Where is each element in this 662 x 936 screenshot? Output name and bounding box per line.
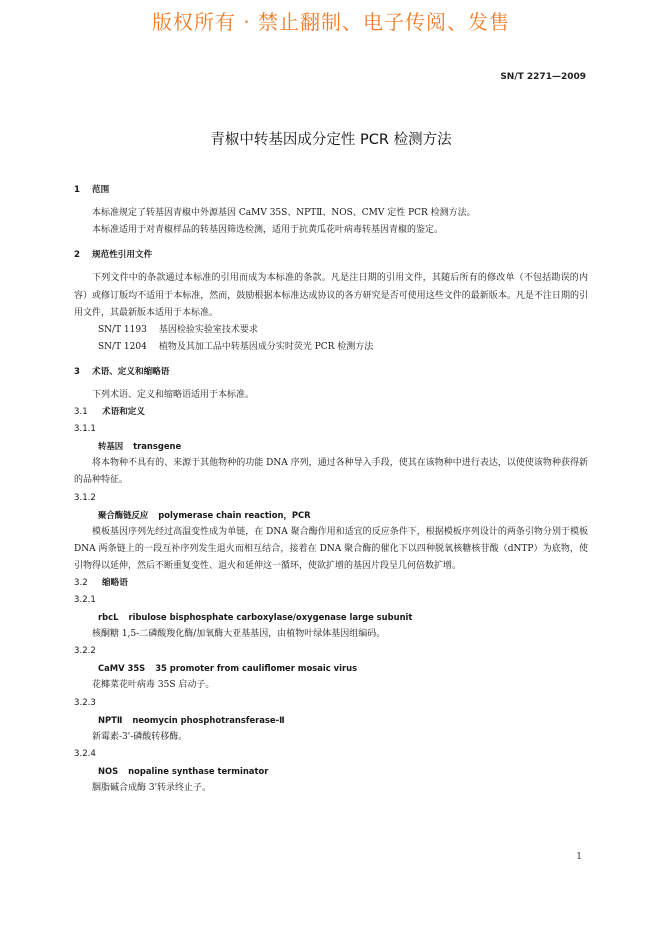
- abbreviation-definition: 新霉素-3'-磷酸转移酶。: [92, 731, 188, 742]
- abbreviation-heading: NPTⅡ neomycin phosphotransferase-Ⅱ: [98, 714, 285, 725]
- copyright-watermark: 版权所有 · 禁止翻制、电子传阅、发售: [151, 10, 511, 34]
- reference-item: SN/T 1193 基因检验实验室技术要求: [98, 325, 258, 336]
- clause-number: 3.2.1: [74, 595, 96, 606]
- abbreviation-definition: 核酮糖 1,5-二磷酸羧化酶/加氧酶大亚基基因，由植物叶绿体基因组编码。: [92, 629, 386, 640]
- section-1-heading: 1 范围: [74, 185, 110, 195]
- term-heading: 聚合酶链反应 polymerase chain reaction，PCR: [98, 509, 311, 520]
- terms-intro: 下列术语、定义和缩略语适用于本标准。: [92, 390, 255, 401]
- abbreviation-definition: 胭脂碱合成酶 3'转录终止子。: [92, 782, 212, 793]
- page-number: 1: [576, 852, 582, 862]
- reference-item: SN/T 1204 植物及其加工品中转基因成分实时荧光 PCR 检测方法: [98, 342, 374, 353]
- document-body: [74, 182, 588, 797]
- subsection-3-2-heading: 3.2 缩略语: [74, 578, 128, 589]
- abbreviation-heading: rbcL ribulose bisphosphate carboxylase/oxygenase large subunit: [98, 612, 413, 623]
- document-title: 青椒中转基因成分定性 PCR 检测方法: [210, 132, 452, 148]
- abbreviation-heading: CaMV 35S 35 promoter from cauliflomer mosaic virus: [98, 663, 358, 674]
- scope-paragraph-1: 本标准规定了转基因青椒中外源基因 CaMV 35S、NPTⅡ、NOS、CMV 定性 PCR 检测方法。: [92, 208, 476, 218]
- term-heading: 转基因 transgene: [98, 441, 182, 452]
- abbreviation-heading: NOS nopaline synthase terminator: [98, 765, 269, 776]
- scope-paragraph-2: 本标准适用于对青椒样品的转基因筛选检测，适用于抗黄瓜花叶病毒转基因青椒的鉴定。: [92, 225, 444, 236]
- section-2-heading: 2 规范性引用文件: [74, 250, 153, 261]
- clause-number: 3.1.1: [74, 424, 96, 435]
- normative-references-paragraph: 下列文件中的条款通过本标准的引用而成为本标准的条款。凡是注日期的引用文件，其随后所有的修改单（不包括勘误的内容）或修订版均不适用于本标准，然而，鼓励根据本标准达成协议的各方研究是否可使用这些文件的最新版本。凡是不注日期的引用文件，其最新版本适用于本标准。: [74, 273, 588, 318]
- abbreviation-definition: 花椰菜花叶病毒 35S 启动子。: [92, 680, 215, 691]
- clause-number: 3.2.4: [74, 748, 96, 759]
- standard-number: SN/T 2271—2009: [500, 72, 586, 82]
- clause-number: 3.2.2: [74, 646, 96, 657]
- subsection-3-1-heading: 3.1 术语和定义: [74, 407, 145, 418]
- clause-number: 3.2.3: [74, 697, 96, 708]
- term-definition: 将本物种不具有的、来源于其他物种的功能 DNA 序列，通过各种导入手段，使其在该物种中进行表达，以使使该物种获得新的品种特征。: [74, 458, 588, 486]
- term-definition: 模板基因序列先经过高温变性成为单链，在 DNA 聚合酶作用和适宜的反应条件下，根据模板序列设计的两条引物分别于模板 DNA 两条链上的一段互补序列发生退火而相互结合，接着在 DNA 聚合酶的催化下以四种脱氧核糖核苷酸（dNTP）为底物，使引物得以延伸，然后不断重复变性、退火和延伸这一循环，使欲扩增的基因片段呈几何倍数扩增。: [74, 526, 588, 572]
- clause-number: 3.1.2: [74, 492, 96, 503]
- section-3-heading: 3 术语、定义和缩略语: [74, 367, 170, 378]
